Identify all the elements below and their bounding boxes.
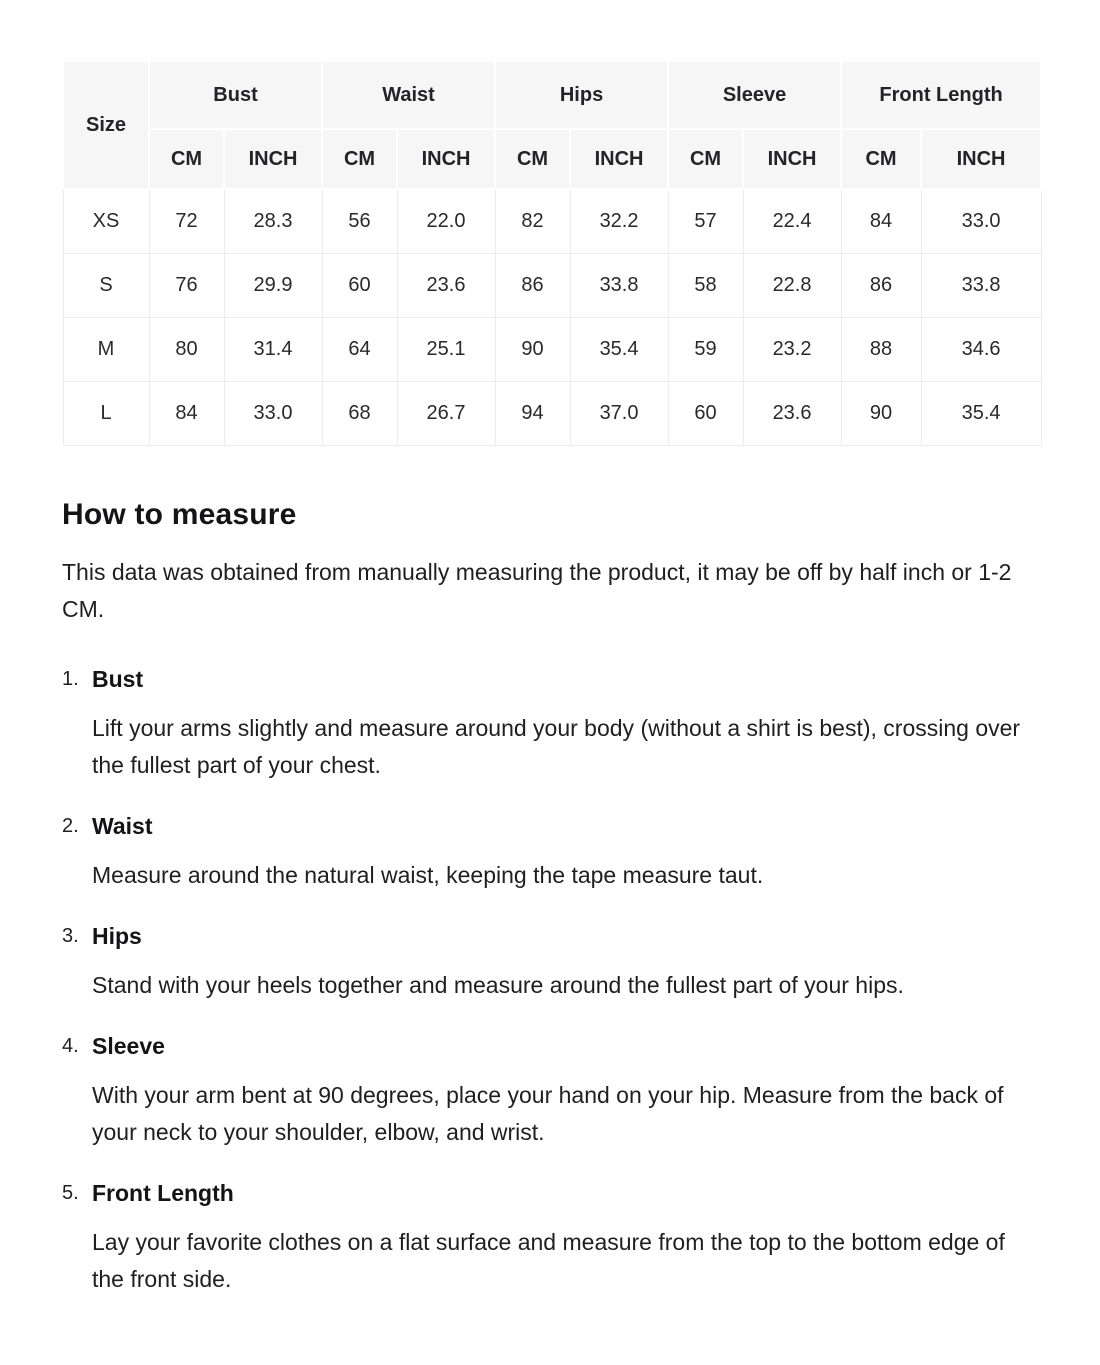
measurement-value-cell: 60: [668, 381, 743, 445]
measurement-value-cell: 60: [322, 253, 397, 317]
measurement-header-hips: Hips: [495, 61, 668, 129]
step-description: Lift your arms slightly and measure around your body (without a shirt is best), crossing over the fullest part of your chest.: [92, 714, 1021, 778]
unit-header-inch: INCH: [224, 129, 322, 189]
step-body: [92, 664, 1040, 784]
how-to-measure-intro: This data was obtained from manually measuring the product, it may be off by half inch or 1-2 CM.: [62, 558, 1012, 622]
measurement-value-cell: 26.7: [397, 381, 495, 445]
step-body: [92, 811, 1040, 894]
size-column-header: Size: [63, 61, 149, 189]
measurement-value-cell: 35.4: [570, 317, 668, 381]
size-chart-table: [62, 60, 1042, 446]
measurement-value-cell: 28.3: [224, 189, 322, 253]
measurement-value-cell: 94: [495, 381, 570, 445]
measurement-value-cell: 33.8: [570, 253, 668, 317]
step-number: 2.: [62, 814, 79, 837]
header-group-row: [63, 61, 1041, 129]
measurement-value-cell: 84: [149, 381, 224, 445]
unit-header-inch: INCH: [397, 129, 495, 189]
measurement-value-cell: 57: [668, 189, 743, 253]
step-number: 4.: [62, 1034, 79, 1057]
measurement-value-cell: 68: [322, 381, 397, 445]
header-units-row: [63, 129, 1041, 189]
step-body: [92, 1031, 1040, 1151]
step-number: 3.: [62, 924, 79, 947]
how-to-measure-heading: How to measure: [62, 497, 297, 531]
measurement-value-cell: 58: [668, 253, 743, 317]
unit-header-inch: INCH: [570, 129, 668, 189]
measurement-value-cell: 31.4: [224, 317, 322, 381]
measurement-header-front-length: Front Length: [841, 61, 1041, 129]
measurement-value-cell: 88: [841, 317, 921, 381]
measurement-value-cell: 34.6: [921, 317, 1041, 381]
size-label-cell: XS: [63, 189, 149, 253]
table-row-size-s: [63, 253, 1041, 317]
unit-header-cm: CM: [495, 129, 570, 189]
step-description: Measure around the natural waist, keeping the tape measure taut.: [92, 861, 764, 888]
size-chart-header: [63, 61, 1041, 189]
size-label-cell: M: [63, 317, 149, 381]
measurement-value-cell: 64: [322, 317, 397, 381]
measurement-header-waist: Waist: [322, 61, 495, 129]
measurement-header-bust: Bust: [149, 61, 322, 129]
measurement-value-cell: 25.1: [397, 317, 495, 381]
measurement-value-cell: 86: [841, 253, 921, 317]
measurement-value-cell: 35.4: [921, 381, 1041, 445]
unit-header-cm: CM: [668, 129, 743, 189]
measurement-value-cell: 23.6: [397, 253, 495, 317]
step-description: Stand with your heels together and measure around the fullest part of your hips.: [92, 971, 904, 998]
measure-step-waist: [62, 811, 1040, 894]
size-label-cell: L: [63, 381, 149, 445]
measurement-value-cell: 82: [495, 189, 570, 253]
step-number: 1.: [62, 667, 79, 690]
measurement-value-cell: 22.4: [743, 189, 841, 253]
measurement-value-cell: 84: [841, 189, 921, 253]
step-body: [92, 1178, 1040, 1298]
measurement-value-cell: 56: [322, 189, 397, 253]
measurement-value-cell: 22.8: [743, 253, 841, 317]
measurement-value-cell: 23.2: [743, 317, 841, 381]
unit-header-cm: CM: [322, 129, 397, 189]
measure-step-bust: [62, 664, 1040, 784]
measure-step-sleeve: [62, 1031, 1040, 1151]
measurement-value-cell: 33.0: [921, 189, 1041, 253]
measurement-value-cell: 22.0: [397, 189, 495, 253]
measurement-value-cell: 29.9: [224, 253, 322, 317]
unit-header-inch: INCH: [921, 129, 1041, 189]
measurement-value-cell: 72: [149, 189, 224, 253]
table-row-size-l: [63, 381, 1041, 445]
measurement-value-cell: 80: [149, 317, 224, 381]
measurement-header-sleeve: Sleeve: [668, 61, 841, 129]
measurement-value-cell: 90: [495, 317, 570, 381]
step-title: Sleeve: [92, 1032, 165, 1059]
unit-header-inch: INCH: [743, 129, 841, 189]
unit-header-cm: CM: [149, 129, 224, 189]
measurement-value-cell: 90: [841, 381, 921, 445]
measurement-value-cell: 33.0: [224, 381, 322, 445]
step-description: Lay your favorite clothes on a flat surface and measure from the top to the bottom edge of the front side.: [92, 1228, 1005, 1292]
measurement-value-cell: 86: [495, 253, 570, 317]
measurement-value-cell: 23.6: [743, 381, 841, 445]
measure-step-hips: [62, 921, 1040, 1004]
table-row-size-xs: [63, 189, 1041, 253]
step-body: [92, 921, 1040, 1004]
measure-steps-list: [62, 664, 1040, 1298]
size-label-cell: S: [63, 253, 149, 317]
step-title: Front Length: [92, 1179, 234, 1206]
step-description: With your arm bent at 90 degrees, place your hand on your hip. Measure from the back of your neck to your shoulder, elbow, and wrist.: [92, 1081, 1004, 1145]
step-title: Bust: [92, 665, 144, 692]
measurement-value-cell: 59: [668, 317, 743, 381]
unit-header-cm: CM: [841, 129, 921, 189]
measurement-value-cell: 37.0: [570, 381, 668, 445]
step-title: Hips: [92, 922, 142, 949]
step-number: 5.: [62, 1181, 79, 1204]
measure-step-front-length: [62, 1178, 1040, 1298]
measurement-value-cell: 33.8: [921, 253, 1041, 317]
size-chart-body: [63, 189, 1041, 445]
step-title: Waist: [92, 812, 153, 839]
measurement-value-cell: 32.2: [570, 189, 668, 253]
measurement-value-cell: 76: [149, 253, 224, 317]
table-row-size-m: [63, 317, 1041, 381]
